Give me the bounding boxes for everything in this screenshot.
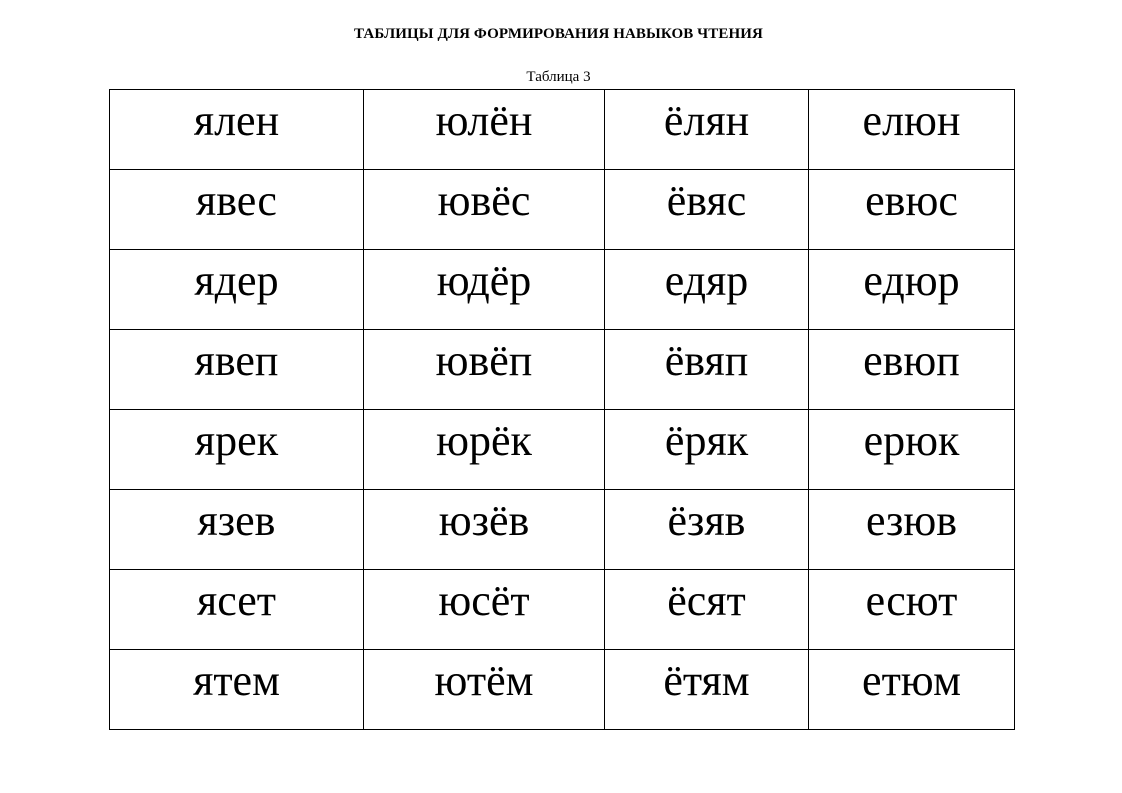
- table-cell: ясет: [110, 570, 364, 650]
- table-cell: ялен: [110, 90, 364, 170]
- table-cell: ётям: [605, 650, 809, 730]
- table-cell: ядер: [110, 250, 364, 330]
- table-row: [110, 490, 1015, 570]
- table-row: [110, 330, 1015, 410]
- syllable-table: [109, 89, 1015, 730]
- table-cell: ярек: [110, 410, 364, 490]
- table-cell: явеп: [110, 330, 364, 410]
- table-cell: ёвяп: [605, 330, 809, 410]
- table-cell: юдёр: [364, 250, 605, 330]
- table-cell: ютём: [364, 650, 605, 730]
- table-row: [110, 570, 1015, 650]
- table-row: [110, 90, 1015, 170]
- table-cell: едюр: [809, 250, 1015, 330]
- table-cell: явес: [110, 170, 364, 250]
- table-cell: ёлян: [605, 90, 809, 170]
- table-cell: юсёт: [364, 570, 605, 650]
- table-cell: ёсят: [605, 570, 809, 650]
- table-cell: ерюк: [809, 410, 1015, 490]
- table-cell: язев: [110, 490, 364, 570]
- table-cell: елюн: [809, 90, 1015, 170]
- table-caption: Таблица 3: [526, 69, 591, 85]
- table-cell: езюв: [809, 490, 1015, 570]
- table-cell: етюм: [809, 650, 1015, 730]
- page-title: ТАБЛИЦЫ ДЛЯ ФОРМИРОВАНИЯ НАВЫКОВ ЧТЕНИЯ: [354, 26, 763, 42]
- table-cell: едяр: [605, 250, 809, 330]
- table-cell: ёвяс: [605, 170, 809, 250]
- table-row: [110, 650, 1015, 730]
- table-cell: ятем: [110, 650, 364, 730]
- table-cell: ёзяв: [605, 490, 809, 570]
- table-cell: ёряк: [605, 410, 809, 490]
- table-row: [110, 410, 1015, 490]
- table-cell: ювёп: [364, 330, 605, 410]
- table-cell: юлён: [364, 90, 605, 170]
- table-cell: юзёв: [364, 490, 605, 570]
- table-row: [110, 170, 1015, 250]
- table-row: [110, 250, 1015, 330]
- table-cell: есют: [809, 570, 1015, 650]
- table-cell: юрёк: [364, 410, 605, 490]
- table-cell: евюп: [809, 330, 1015, 410]
- table-cell: ювёс: [364, 170, 605, 250]
- table-cell: евюс: [809, 170, 1015, 250]
